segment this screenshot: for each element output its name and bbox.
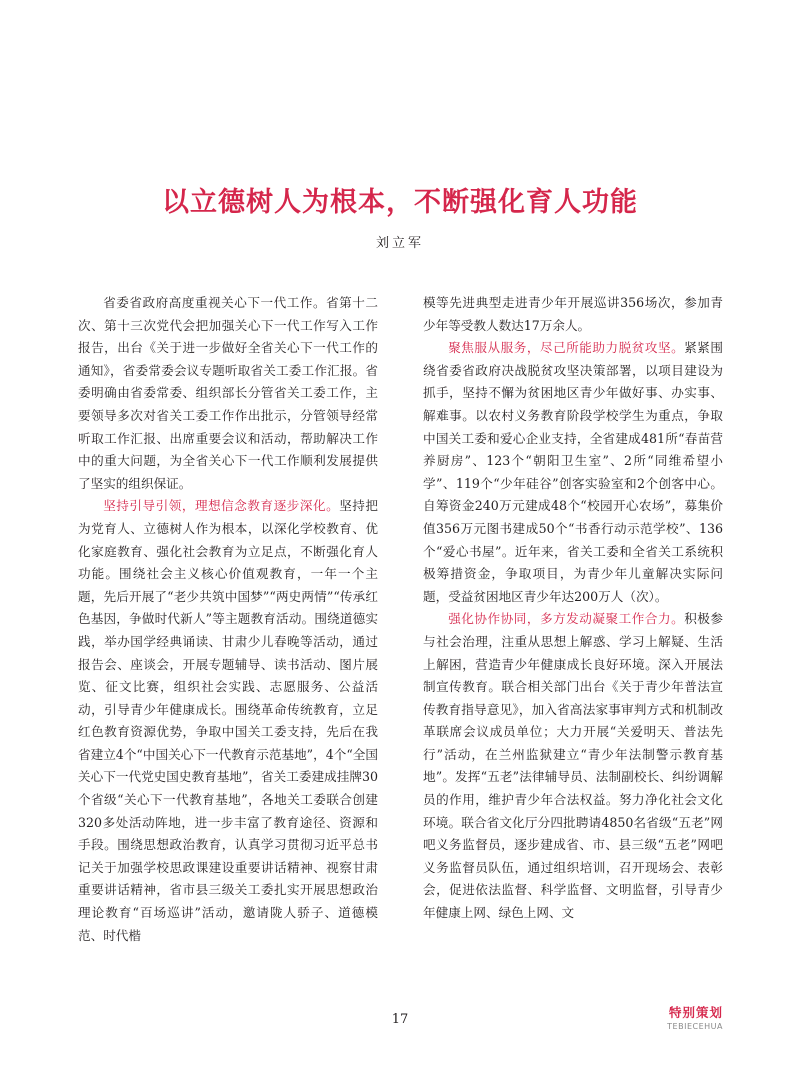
article-author: 刘立军 <box>375 236 424 251</box>
section-heading: 坚持引导引领，理想信念教育逐步深化。 <box>103 498 340 514</box>
section-heading: 聚焦服从服务，尽己所能助力脱贫攻坚。 <box>448 340 685 356</box>
section-name: 特别策划 <box>668 1005 723 1020</box>
paragraph <box>423 337 723 608</box>
left-column <box>78 292 378 947</box>
paragraph <box>423 608 723 924</box>
paragraph: 省委省政府高度重视关心下一代工作。省第十二次、第十三次党代会把加强关心下一代工作写入工作报告，出台《关于进一步做好全省关心下一代工作的通知》，省委常委会议专题听取省关工委工作汇报。省委明确由省委常委、组织部长分管省关工委工作，主要领导多次对省关工委工作作出批示，分管领导经常听取工作汇报、出席重要会议和活动，帮助解决工作中的重大问题，为全省关心下一代工作顺利发展提供了坚实的组织保证。 <box>78 295 378 491</box>
article-title: 以立德树人为根本，不断强化育人功能 <box>162 187 638 218</box>
paragraph-body: 坚持把为党育人、立德树人作为根本，以深化学校教育、优化家庭教育、强化社会教育为立足点，不断强化育人功能。围绕社会主义核心价值观教育，一年一个主题，先后开展了“老少共筑中国梦”“两史两情”“传承红色基因，争做时代新人”等主题教育活动。围绕道德实践，举办国学经典诵读、甘肃少儿春晚等活动，通过报告会、座谈会，开展专题辅导、读书活动、图片展览、征文比赛，组织社会实践、志愿服务、公益活动，引导青少年健康成长。围绕革命传统教育，立足红色教育资源优势，争取中国关工委支持，先后在我省建立4个“中国关心下一代教育示范基地”，4个“全国关心下一代党史国史教育基地”，省关工委建成挂牌30个省级“关心下一代教育基地”，各地关工委联合创建320多处活动阵地，进一步丰富了教育途径、资源和手段。围绕思想政治教育，认真学习贯彻习近平总书记关于加强学校思政课建设重要讲话精神、视察甘肃重要讲话精神，省市县三级关工委扎实开展思想政治理论教育“百场巡讲”活动，邀请陇人骄子、道德模范、时代楷 <box>78 498 379 943</box>
paragraph <box>78 495 378 947</box>
section-brand <box>667 1003 723 1031</box>
page-number: 17 <box>391 1012 409 1027</box>
paragraph-body: 积极参与社会治理，注重从思想上解惑、学习上解疑、生活上解困，营造青少年健康成长良好环境。深入开展法制宣传教育。联合相关部门出台《关于青少年普法宣传教育指导意见》，加入省高法家事审判方式和机制改革联席会议成员单位；大力开展“关爱明天、普法先行”活动，在兰州监狱建立“青少年法制警示教育基地”。发挥“五老”法律辅导员、法制副校长、纠纷调解员的作用，维护青少年合法权益。努力净化社会文化环境。联合省文化厅分四批聘请4850名省级“五老”网吧义务监督员，逐步建成省、市、县三级“五老”网吧义务监督员队伍，通过组织培训，召开现场会、表彰会，促进依法监督、科学监督、文明监督，引导青少年健康上网、绿色上网、文 <box>423 611 724 921</box>
paragraph: 模等先进典型走进青少年开展巡讲356场次，参加青少年等受教人数达17万余人。 <box>423 295 723 333</box>
section-heading: 强化协作协同，多方发动凝聚工作合力。 <box>448 611 685 627</box>
section-name-pinyin: TEBIECEHUA <box>667 1022 723 1031</box>
paragraph-body: 紧紧围绕省委省政府决战脱贫攻坚决策部署，以项目建设为抓手，坚持不懈为贫困地区青少年做好事、办实事、解难事。以农村义务教育阶段学校学生为重点，争取中国关工委和爱心企业支持，全省建成481所“春苗营养厨房”、123个“朝阳卫生室”、2所“同维希望小学”、119个“少年硅谷”创客实验室和2个创客中心。自筹资金240万元建成48个“校园开心农场”，募集价值356万元图书建成50个“书香行动示范学校”、136个“爱心书屋”。近年来，省关工委和全省关工系统积极筹措资金，争取项目，为青少年儿童解决实际问题，受益贫困地区青少年达200万人（次）。 <box>423 340 724 604</box>
right-column <box>423 292 723 925</box>
